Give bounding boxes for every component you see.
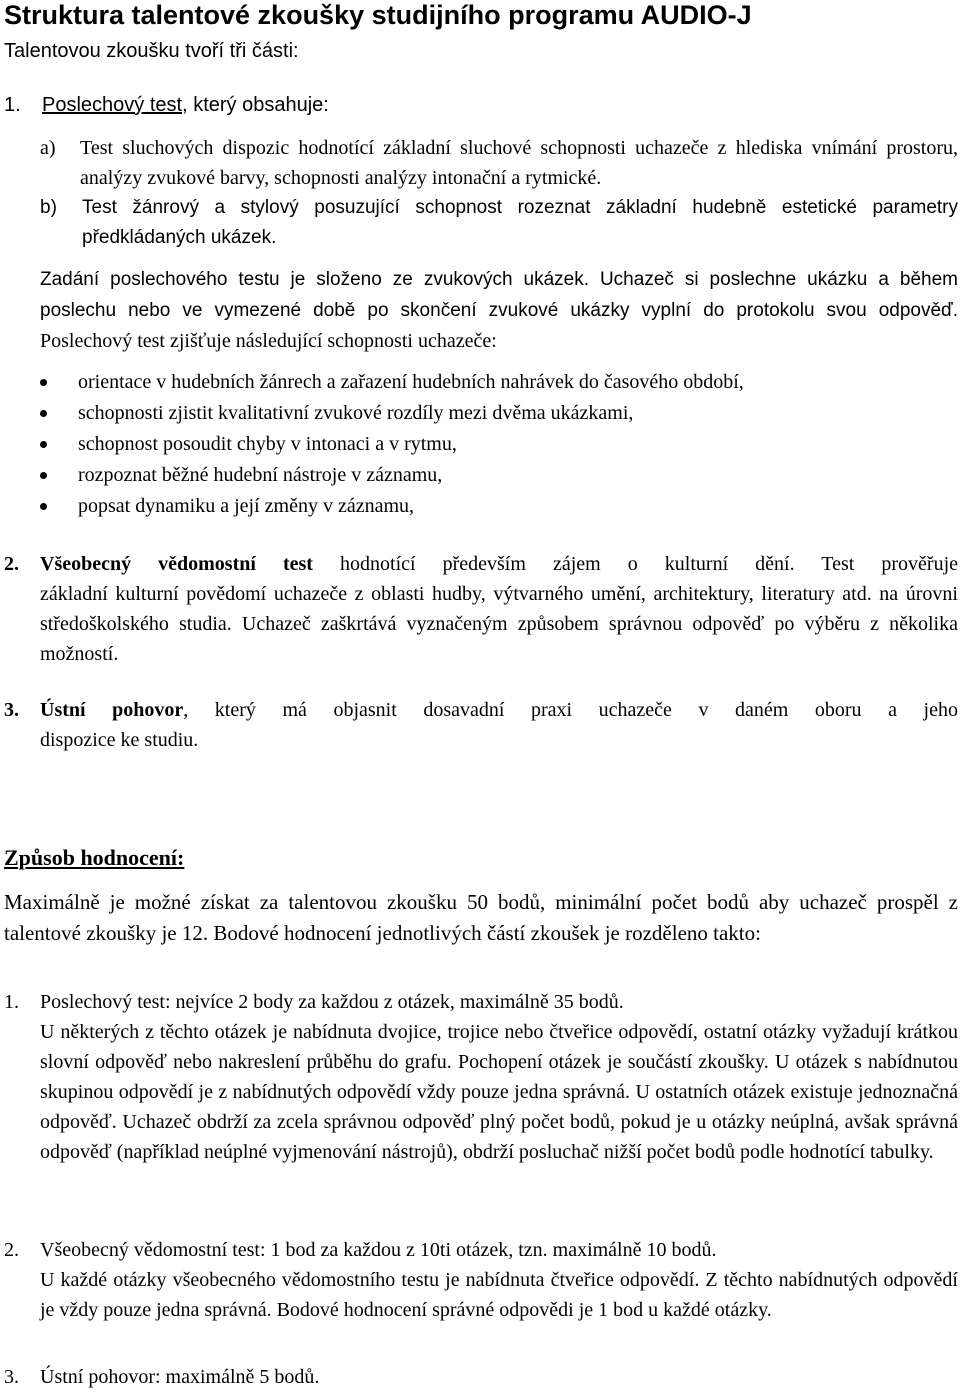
evaluation-heading: Způsob hodnocení: [4, 845, 185, 870]
evaluation-item-3-lead: Ústní pohovor: maximálně 5 bodů. [40, 1366, 320, 1388]
subitem-a [4, 133, 958, 193]
bullet-icon [40, 441, 47, 448]
section-3-number: 3. [4, 699, 19, 721]
evaluation-item-2-text: U každé otázky všeobecného vědomostního testu je nabídnuta čtveřice odpovědí. Z těchto nabídnutých odpovědí je vždy pouze jedna správná. Bodové hodnocení správné odpovědi je 1 bod u každé otázky. [40, 1269, 958, 1321]
evaluation-item-1-lead: Poslechový test: nejvíce 2 body za každou z otázek, maximálně 35 bodů. [40, 991, 624, 1013]
list-item: schopnosti zjistit kvalitativní zvukové rozdíly mezi dvěma ukázkami, [40, 398, 940, 429]
subitem-a-label: a) [40, 137, 56, 159]
section-2-text: základní kulturní povědomí uchazeče z oblasti hudby, výtvarného umění, architektury, literatury atd. na úrovni středoškolského studia. Uchazeč zaškrtává vyznačeným způsobem správnou odpověď po výběru z několika možností. [40, 583, 958, 665]
evaluation-intro: Maximálně je možné získat za talentovou zkoušku 50 bodů, minimální počet bodů aby uchazeč prospěl z talentové zkoušky je 12. Bodové hodnocení jednotlivých částí zkoušek je rozděleno takto: [4, 890, 958, 945]
section-2-body: Všeobecný vědomostní test hodnotící především zájem o kulturní dění. Test prověřuje základní kulturní povědomí uchazeče z oblasti hudby, výtvarného umění, architektury, literatury atd. na úrovni středoškolského studia. Uchazeč zaškrtává vyznačeným způsobem správnou odpověď po výběru z několika možností. [40, 553, 959, 665]
section-3-body: Ústní pohovor, který má objasnit dosavadní praxi uchazeče v daném oboru a jeho dispozice ke studiu. [40, 699, 958, 751]
section-3 [4, 695, 958, 755]
bullet-icon [40, 503, 47, 510]
listening-test-description [40, 264, 958, 356]
bullet-icon [40, 472, 47, 479]
evaluation-item-1-number: 1. [4, 991, 19, 1013]
subitem-b-text: Test žánrový a stylový posuzující schopnost rozeznat základní hudebně estetické parametry předkládaných ukázek. [82, 197, 958, 248]
bullet-icon [40, 410, 47, 417]
evaluation-item-2-number: 2. [4, 1239, 19, 1261]
abilities-list [40, 367, 940, 522]
section-3-text: dispozice ke studiu. [40, 729, 199, 751]
evaluation-item-3-number: 3. [4, 1366, 19, 1388]
section-1-heading [4, 94, 329, 117]
section-2-title: Všeobecný vědomostní test [40, 553, 313, 575]
evaluation-item-2 [4, 1235, 958, 1325]
subitem-b [4, 193, 958, 253]
evaluation-item-1-text: U některých z těchto otázek je nabídnuta dvojice, trojice nebo čtveřice odpovědí, ostatní otázky vyžadují krátkou slovní odpověď nebo nakreslení průběhu do grafu. Pochopení otázek je součástí zkoušky. U otázek s nabídnutou skupinou odpovědí je z nabídnutých odpovědí vždy pouze jedna správná. U ostatních otázek existuje jednoznačná odpověď. Uchazeč obdrží za zcela správnou odpověď plný počet bodů, pokud je u otázky neúplná, avšak správná odpověď (například neúplné vyjmenování nástrojů), obdrží posluchač nižší počet bodů podle hodnotící tabulky. [40, 1021, 958, 1163]
section-1-title-rest: , který obsahuje: [182, 94, 329, 116]
section-2-number: 2. [4, 553, 19, 575]
section-3-title: Ústní pohovor [40, 699, 184, 721]
list-item: orientace v hudebních žánrech a zařazení hudebních nahrávek do časového období, [40, 367, 940, 398]
evaluation-item-3 [4, 1362, 958, 1392]
section-1-number: 1. [4, 94, 21, 116]
evaluation-item-1 [4, 987, 958, 1167]
list-item: schopnost posoudit chyby v intonaci a v rytmu, [40, 429, 940, 460]
section-1-title: Poslechový test [42, 94, 183, 116]
list-item: rozpoznat běžné hudební nástroje v záznamu, [40, 460, 940, 491]
evaluation-item-2-lead: Všeobecný vědomostní test: 1 bod za každou z 10ti otázek, tzn. maximálně 10 bodů. [40, 1239, 717, 1261]
description-serif: Poslechový test zjišťuje následující schopnosti uchazeče: [40, 330, 497, 352]
description-sans: Zadání poslechového testu je složeno ze zvukových ukázek. Uchazeč si poslechne ukázku a během poslechu nebo ve vymezené době po skončení zvukové ukázky vyplní do protokolu svou odpověď. [40, 269, 958, 321]
subitem-a-text: Test sluchových dispozic hodnotící základní sluchové schopnosti uchazeče z hlediska vnímání prostoru, analýzy zvukové barvy, schopnosti analýzy intonační a rytmické. [80, 137, 958, 189]
page-title: Struktura talentové zkoušky studijního programu AUDIO-J [4, 0, 752, 30]
section-2 [4, 549, 958, 669]
bullet-icon [40, 379, 47, 386]
list-item: popsat dynamiku a její změny v záznamu, [40, 491, 940, 522]
subitem-b-label: b) [40, 197, 57, 218]
intro-text: Talentovou zkoušku tvoří tři části: [4, 40, 299, 62]
